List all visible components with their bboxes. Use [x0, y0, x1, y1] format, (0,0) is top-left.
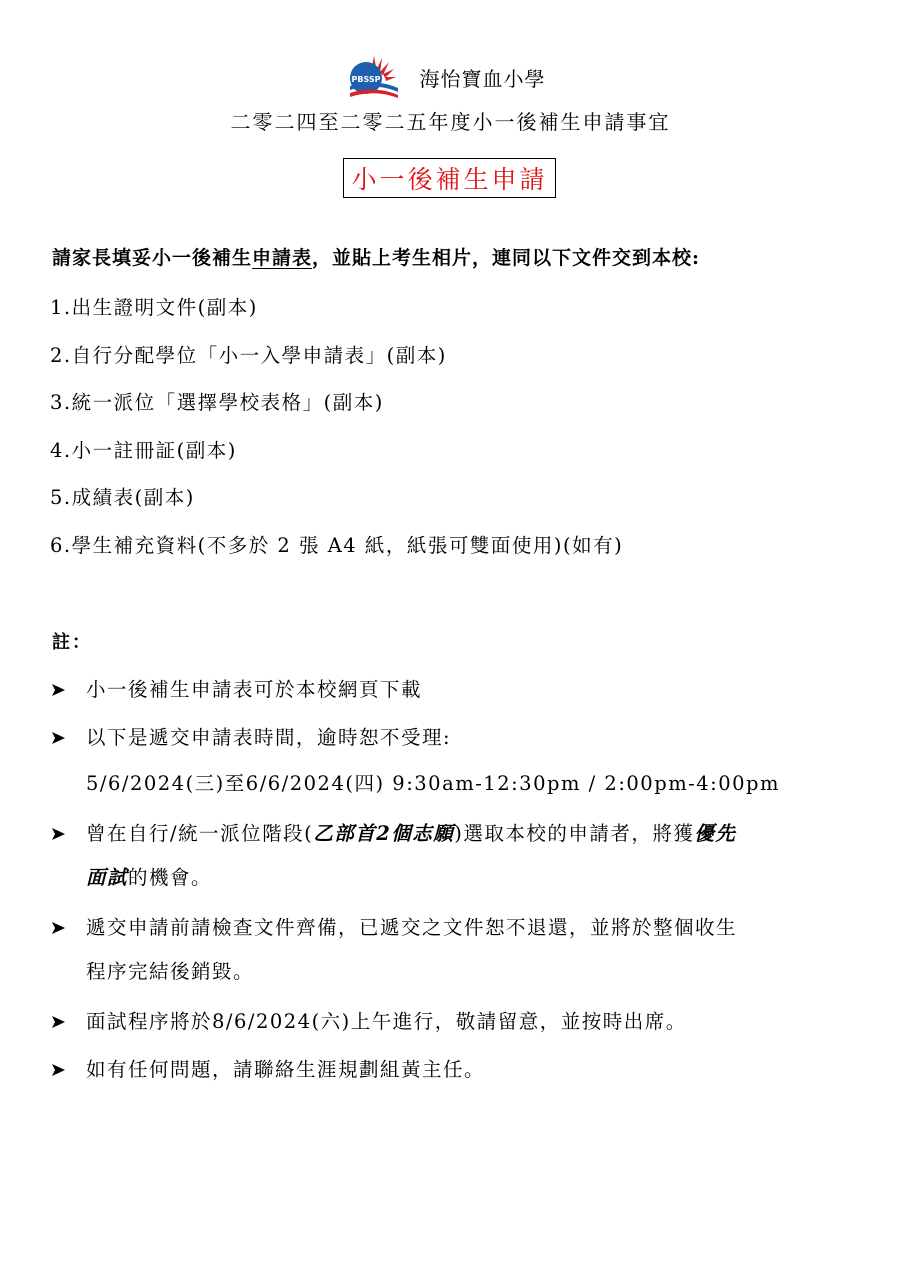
note-interview: [50, 1008, 850, 1036]
list-item: 4.小一註冊証(副本): [50, 438, 237, 462]
list-item: 5.成績表(副本): [50, 486, 195, 509]
note-check-documents: [50, 914, 850, 942]
arrow-bullet-icon: [50, 820, 86, 848]
document-header: [0, 52, 901, 135]
required-documents-list: [50, 292, 623, 577]
priority-part-3: 的機會。: [128, 866, 213, 889]
school-line: [0, 52, 901, 102]
list-item: 6.學生補充資料(不多於 2 張 A4 紙，紙張可雙面使用)(如有): [50, 533, 624, 557]
note-text: 以下是遞交申請表時間，逾時恕不受理:: [86, 726, 452, 749]
note-text: [86, 820, 736, 848]
deadline-time: 5/6/2024(三)至6/6/2024(四) 9:30am-12:30pm / 2:00pm-4:00pm: [86, 772, 781, 795]
priority-emphasis-interview: 面試: [86, 866, 129, 889]
priority-emphasis-choices: 乙部首2個志願: [313, 822, 455, 845]
instruction-after: ，並貼上考生相片，連同以下文件交到本校:: [312, 247, 701, 269]
logo-text: PBSSP: [351, 75, 380, 84]
note-text: 遞交申請前請檢查文件齊備，已遞交之文件恕不退還，並將於整個收生: [86, 916, 738, 939]
note-priority: [50, 820, 850, 848]
document-title-box: 小一後補生申請: [343, 158, 556, 198]
note-text: 如有任何問題，請聯絡生涯規劃組黃主任。: [86, 1058, 486, 1081]
note-priority-continued: [50, 864, 850, 892]
school-name: 海怡寶血小學: [419, 66, 546, 91]
priority-part-1: 曾在自行/統一派位階段(: [86, 822, 314, 845]
priority-emphasis-first: 優先: [694, 822, 737, 845]
notes-list: [50, 676, 850, 1084]
arrow-bullet-icon: [50, 1008, 86, 1036]
note-contact: [50, 1056, 850, 1084]
application-form-underlined: 申請表: [252, 247, 313, 269]
arrow-bullet-icon: [50, 914, 86, 942]
note-deadline: [50, 724, 850, 752]
school-logo-icon: [346, 52, 402, 102]
list-item: 2.自行分配學位「小一入學申請表」(副本): [50, 343, 447, 367]
arrow-bullet-icon: [50, 676, 86, 704]
arrow-bullet-icon: [50, 1056, 86, 1084]
notes-label: 註：: [52, 632, 92, 653]
note-check-continued: 程序完結後銷毀。: [86, 960, 255, 983]
note-text: 小一後補生申請表可於本校網頁下載: [86, 678, 423, 701]
note-download: [50, 676, 850, 704]
arrow-bullet-icon: [50, 724, 86, 752]
instruction-before: 請家長填妥小一後補生: [52, 247, 253, 269]
year-title: 二零二四至二零二五年度小一後補生申請事宜: [230, 110, 671, 134]
list-item: 3.統一派位「選擇學校表格」(副本): [50, 391, 384, 414]
note-text: 面試程序將於8/6/2024(六)上午進行，敬請留意，並按時出席。: [86, 1010, 687, 1033]
priority-part-2: )選取本校的申請者，將獲: [454, 822, 695, 845]
instruction-text: [52, 243, 852, 270]
list-item: 1.出生證明文件(副本): [50, 296, 258, 319]
